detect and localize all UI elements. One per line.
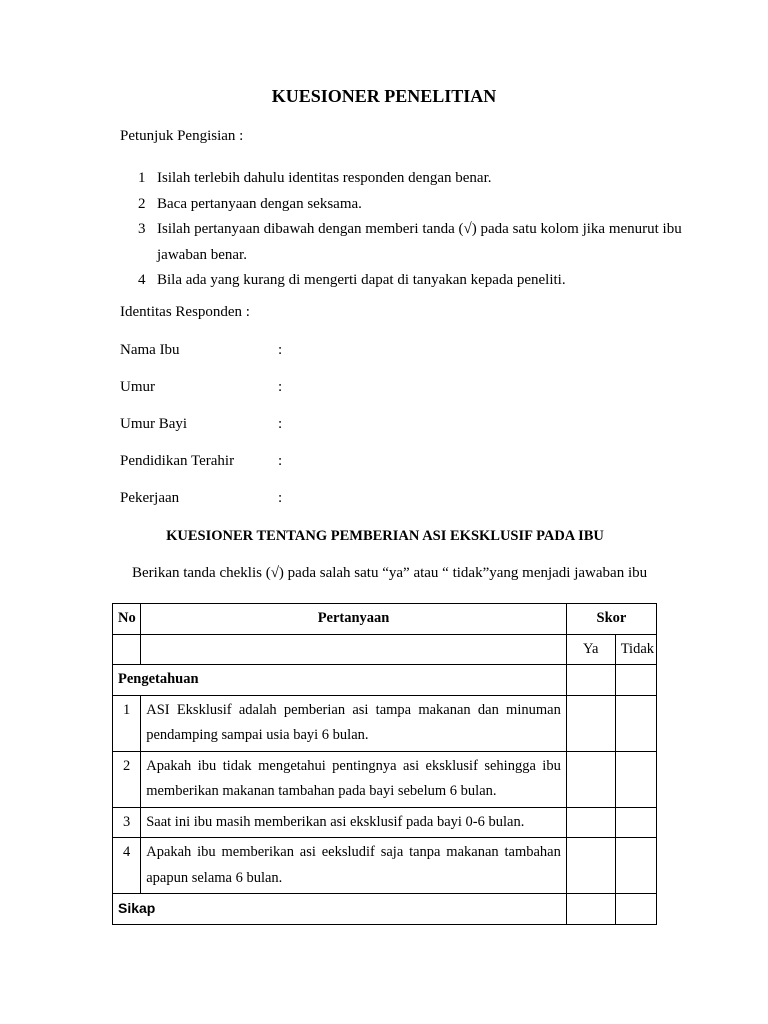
instruction-number: 2	[138, 195, 146, 212]
empty-cell	[113, 634, 141, 665]
empty-cell	[566, 665, 615, 696]
identity-field-colon: :	[278, 379, 283, 395]
questionnaire-table	[112, 603, 657, 925]
section-title: KUESIONER TENTANG PEMBERIAN ASI EKSKLUSIF PADA IBU	[166, 528, 604, 544]
header-question: Pertanyaan	[141, 604, 567, 635]
section-row-pengetahuan	[113, 665, 657, 696]
empty-cell	[566, 894, 615, 925]
table-header-row	[113, 604, 657, 635]
section-name: Pengetahuan	[113, 665, 567, 696]
question-number: 4	[113, 838, 141, 894]
question-text: ASI Eksklusif adalah pemberian asi tampa makanan dan minuman pendamping sampai usia bayi 6 bulan.	[141, 695, 567, 751]
identity-field-colon: :	[278, 416, 283, 432]
instruction-item	[138, 166, 698, 192]
header-no-answer: Tidak	[615, 634, 656, 665]
answer-yes-cell[interactable]	[566, 838, 615, 894]
section-instruction: Berikan tanda cheklis (√) pada salah satu “ya” atau “ tidak”yang menjadi jawaban ibu	[132, 565, 648, 581]
section-row-sikap	[113, 894, 657, 925]
identity-field-label: Pekerjaan	[120, 490, 180, 506]
answer-no-cell[interactable]	[615, 751, 656, 807]
empty-cell	[615, 665, 656, 696]
identity-field-label: Nama Ibu	[120, 342, 180, 358]
identity-field-label: Umur	[120, 379, 155, 395]
question-number: 3	[113, 807, 141, 838]
header-score: Skor	[566, 604, 656, 635]
question-text: Apakah ibu memberikan asi eeksludif saja tanpa makanan tambahan apapun selama 6 bulan.	[141, 838, 567, 894]
identity-field-label: Umur Bayi	[120, 416, 188, 432]
page-title: KUESIONER PENELITIAN	[271, 86, 497, 106]
instruction-item	[138, 217, 698, 268]
instructions-list	[138, 166, 698, 294]
answer-yes-cell[interactable]	[566, 807, 615, 838]
table-row	[113, 838, 657, 894]
empty-cell	[141, 634, 567, 665]
question-number: 2	[113, 751, 141, 807]
table-row	[113, 807, 657, 838]
header-yes: Ya	[566, 634, 615, 665]
instruction-number: 3	[138, 221, 146, 237]
instruction-text: Bila ada yang kurang di mengerti dapat di tanyakan kepada peneliti.	[157, 272, 566, 288]
table-subheader-row	[113, 634, 657, 665]
question-text: Apakah ibu tidak mengetahui pentingnya asi eksklusif sehingga ibu memberikan makanan tambahan pada bayi sebelum 6 bulan.	[141, 751, 567, 807]
instructions-label: Petunjuk Pengisian :	[120, 128, 244, 144]
section-name: Sikap	[113, 894, 567, 925]
answer-yes-cell[interactable]	[566, 751, 615, 807]
question-text: Saat ini ibu masih memberikan asi eksklusif pada bayi 0-6 bulan.	[141, 807, 567, 838]
answer-yes-cell[interactable]	[566, 695, 615, 751]
instruction-text: Isilah pertanyaan dibawah dengan memberi tanda (√) pada satu kolom jika menurut ibu jawaban benar.	[157, 221, 682, 263]
instruction-number: 4	[138, 272, 146, 288]
header-no: No	[113, 604, 141, 635]
identity-field-colon: :	[278, 490, 283, 506]
question-number: 1	[113, 695, 141, 751]
identity-label: Identitas Responden :	[120, 304, 250, 320]
instruction-item	[138, 268, 698, 294]
answer-no-cell[interactable]	[615, 838, 656, 894]
identity-field-colon: :	[278, 342, 283, 358]
instruction-text: Isilah terlebih dahulu identitas responden dengan benar.	[157, 170, 492, 186]
answer-no-cell[interactable]	[615, 695, 656, 751]
table-row	[113, 695, 657, 751]
empty-cell	[615, 894, 656, 925]
table-row	[113, 751, 657, 807]
identity-field-label: Pendidikan Terahir	[120, 453, 235, 469]
instruction-item	[138, 192, 698, 218]
answer-no-cell[interactable]	[615, 807, 656, 838]
instruction-number: 1	[138, 170, 146, 186]
instruction-text: Baca pertanyaan dengan seksama.	[157, 195, 362, 212]
identity-field-colon: :	[278, 453, 283, 469]
